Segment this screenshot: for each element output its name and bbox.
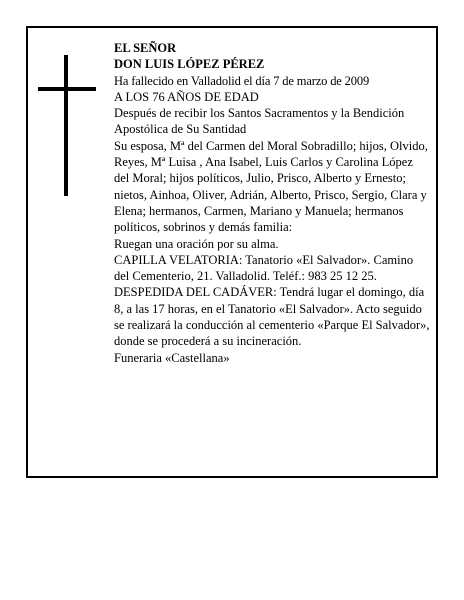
family-paragraph: Su esposa, Mª del Carmen del Moral Sobradillo; hijos, Olvido, Reyes, Mª Luisa , Ana Isabel, Luis Carlos y Carolina López del Moral; hijos políticos, Julio, Prisco, Alberto y Ernesto; nietos, Ainhoa, Oliver, Adrián, Alberto, Prisco, Sergio, Clara y Elena; hermanos, Carmen, Mariano y Manuela; hermanos políticos, sobrinos y demás familia: [114, 138, 428, 235]
funeral-home-line: Funeraria «Castellana» [114, 350, 230, 365]
obituary-text [114, 40, 430, 366]
sacraments-paragraph: Después de recibir los Santos Sacramentos y la Bendición Apostólica de Su Santidad [114, 106, 405, 137]
farewell-paragraph: DESPEDIDA DEL CADÁVER: Tendrá lugar el domingo, día 8, a las 17 horas, en el Tanatorio «El Salvador». Acto seguido se realizará la conducción al cementerio «Parque El Salvador», donde se procederá a su incineración. [114, 285, 430, 349]
prayer-line: Ruegan una oración por su alma. [114, 236, 279, 251]
cross-horizontal-bar [38, 87, 96, 91]
cross-vertical-bar [64, 55, 68, 196]
deceased-name: DON LUIS LÓPEZ PÉREZ [114, 57, 265, 72]
age-line: A LOS 76 AÑOS DE EDAD [114, 89, 259, 104]
title-line-1: EL SEÑOR [114, 41, 177, 55]
chapel-paragraph: CAPILLA VELATORIA: Tanatorio «El Salvador». Camino del Cementerio, 21. Valladolid. Teléf.: 983 25 12 25. [114, 252, 414, 284]
death-notice: Ha fallecido en Valladolid el día 7 de marzo de 2009 [114, 73, 370, 88]
